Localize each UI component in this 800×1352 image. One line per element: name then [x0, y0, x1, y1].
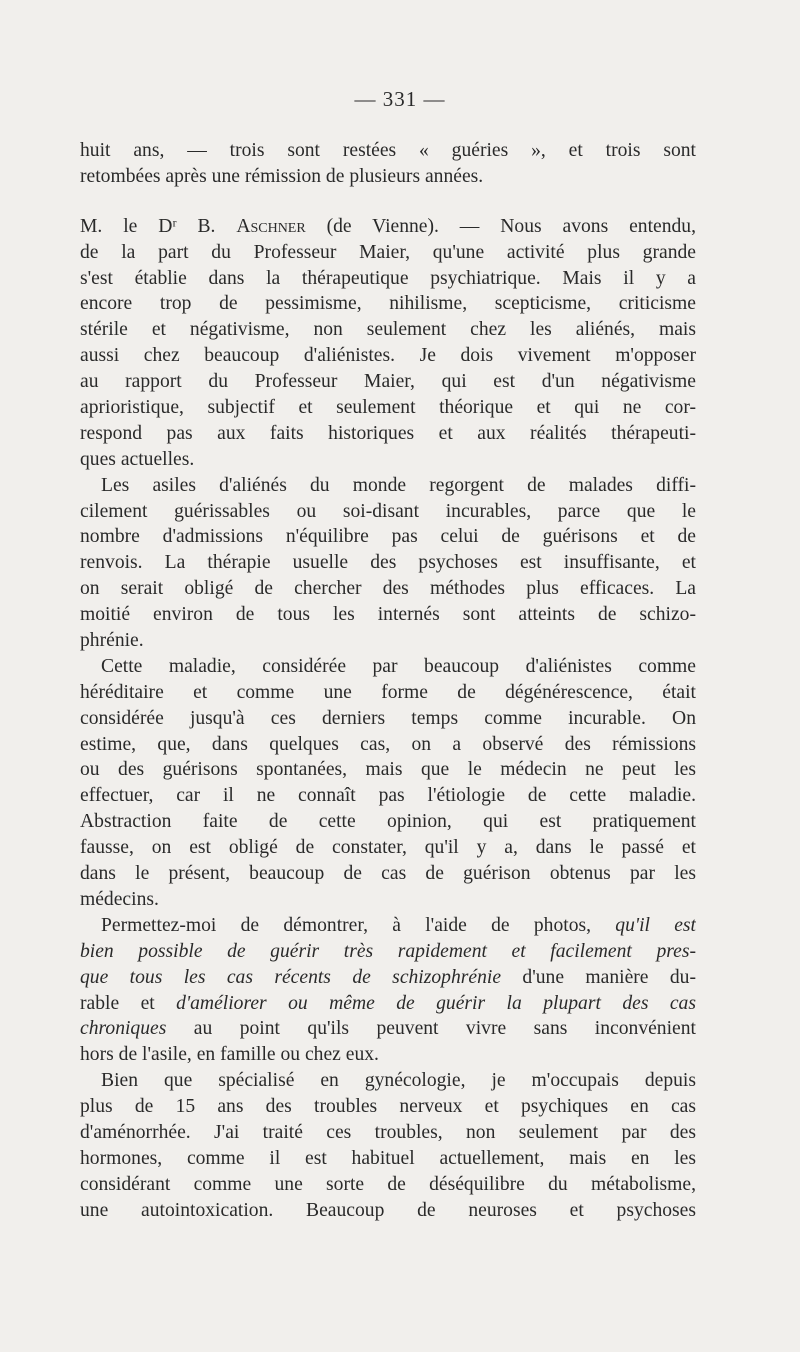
text-line [80, 473, 696, 499]
text-segment: (de Vienne). — Nous avons entendu, [305, 215, 696, 237]
text-line [80, 395, 696, 421]
text-segment: moitié environ de tous les internés sont atteints de schizo- [80, 604, 696, 626]
text-segment: d'une manière du- [501, 966, 696, 988]
text-segment: hormones, comme il est habituel actuellement, mais en les [80, 1147, 696, 1169]
text-line [80, 965, 696, 991]
text-line [80, 266, 696, 292]
text-segment: ou des guérisons spontanées, mais que le médecin ne peut les [80, 759, 696, 781]
text-segment: huit ans, — trois sont restées « guéries », et trois sont [80, 140, 696, 161]
text-segment: nombre d'admissions n'équilibre pas celui de guérisons et de [80, 526, 696, 548]
text-segment: stérile et négativisme, non seulement chez les aliénés, mais [80, 319, 696, 341]
text-line [80, 1146, 696, 1172]
text-segment: s'est établie dans la thérapeutique psychiatrique. Mais il y a [80, 267, 696, 289]
text-line [80, 757, 696, 783]
text-line [80, 214, 696, 240]
italic-text: chroniques [80, 1018, 167, 1040]
text-segment: hors de l'asile, en famille ou chez eux. [80, 1044, 379, 1066]
text-line [80, 317, 696, 343]
text-line [80, 369, 696, 395]
text-line [80, 421, 696, 447]
body-text [80, 138, 696, 1224]
text-segment: rable et [80, 992, 177, 1014]
text-line [80, 1172, 696, 1198]
text-line [80, 628, 696, 654]
text-line [80, 1120, 696, 1146]
text-line [80, 732, 696, 758]
text-line [80, 1042, 696, 1068]
text-line [80, 913, 696, 939]
text-segment: ques actuelles. [80, 448, 195, 470]
text-line [80, 164, 696, 190]
text-segment: aussi chez beaucoup d'aliénistes. Je dois vivement m'opposer [80, 345, 696, 367]
text-line [80, 576, 696, 602]
text-line [80, 861, 696, 887]
text-segment: héréditaire et comme une forme de dégénérescence, était [80, 681, 696, 703]
text-segment: effectuer, car il ne connaît pas l'étiologie de cette maladie. [80, 785, 696, 807]
text-segment: de la part du Professeur Maier, qu'une activité plus grande [80, 241, 696, 263]
text-segment: aprioristique, subjectif et seulement théorique et qui ne cor- [80, 397, 696, 419]
text-line [80, 447, 696, 473]
text-line [80, 499, 696, 525]
text-line [80, 887, 696, 913]
text-segment: considérant comme une sorte de déséquilibre du métabolisme, [80, 1173, 696, 1195]
text-line [80, 138, 696, 164]
text-line [80, 240, 696, 266]
text-segment: considérée jusqu'à ces derniers temps comme incurable. On [80, 707, 696, 729]
text-segment: phrénie. [80, 630, 144, 652]
text-segment: Permettez-moi de démontrer, à l'aide de photos, [101, 914, 616, 936]
page-number: — 331 — [354, 87, 446, 111]
author-name: Aschner [236, 215, 306, 237]
text-segment: au rapport du Professeur Maier, qui est d'un négativisme [80, 371, 696, 393]
text-segment: fausse, on est obligé de constater, qu'il y a, dans le passé et [80, 837, 696, 859]
italic-text: qu'il est [615, 914, 696, 936]
text-segment: Abstraction faite de cette opinion, qui est pratiquement [80, 811, 696, 833]
text-segment: retombées après une rémission de plusieurs années. [80, 165, 484, 187]
text-segment: au point qu'ils peuvent vivre sans inconvénient [166, 1018, 696, 1040]
text-line [80, 1094, 696, 1120]
text-segment: on serait obligé de chercher des méthodes plus efficaces. La [80, 578, 696, 600]
text-line [80, 706, 696, 732]
text-segment: Cette maladie, considérée par beaucoup d'aliénistes comme [101, 655, 696, 677]
text-line [80, 524, 696, 550]
text-segment: une autointoxication. Beaucoup de neuroses et psychoses [80, 1199, 696, 1221]
text-line [80, 550, 696, 576]
text-line [80, 602, 696, 628]
text-segment: respond pas aux faits historiques et aux réalités thérapeuti- [80, 422, 696, 444]
text-line [80, 1068, 696, 1094]
text-line [80, 809, 696, 835]
text-segment: médecins. [80, 888, 159, 910]
text-line [80, 343, 696, 369]
text-line [80, 991, 696, 1017]
text-segment: dans le présent, beaucoup de cas de guérison obtenus par les [80, 863, 696, 885]
italic-text: que tous les cas récents de schizophrénie [80, 966, 502, 988]
text-line [80, 1016, 696, 1042]
text-line [80, 654, 696, 680]
text-segment: estime, que, dans quelques cas, on a observé des rémissions [80, 733, 696, 755]
italic-text: bien possible de guérir très rapidement et facilement pres- [80, 940, 696, 962]
text-line [80, 680, 696, 706]
text-segment: Les asiles d'aliénés du monde regorgent de malades diffi- [101, 474, 696, 496]
text-segment: cilement guérissables ou soi-disant incurables, parce que le [80, 500, 696, 522]
text-segment: d'aménorrhée. J'ai traité ces troubles, non seulement par des [80, 1121, 696, 1143]
text-segment: M. le Dʳ B. [80, 215, 237, 237]
text-line [80, 1198, 696, 1224]
text-segment: plus de 15 ans des troubles nerveux et psychiques en cas [80, 1096, 696, 1118]
text-line [80, 939, 696, 965]
text-segment: renvois. La thérapie usuelle des psychoses est insuffisante, et [80, 552, 696, 574]
italic-text: d'améliorer ou même de guérir la plupart des cas [176, 992, 696, 1014]
text-line [80, 783, 696, 809]
text-segment: Bien que spécialisé en gynécologie, je m'occupais depuis [101, 1070, 696, 1092]
text-line [80, 291, 696, 317]
text-line [80, 835, 696, 861]
text-segment: encore trop de pessimisme, nihilisme, scepticisme, criticisme [80, 293, 696, 315]
